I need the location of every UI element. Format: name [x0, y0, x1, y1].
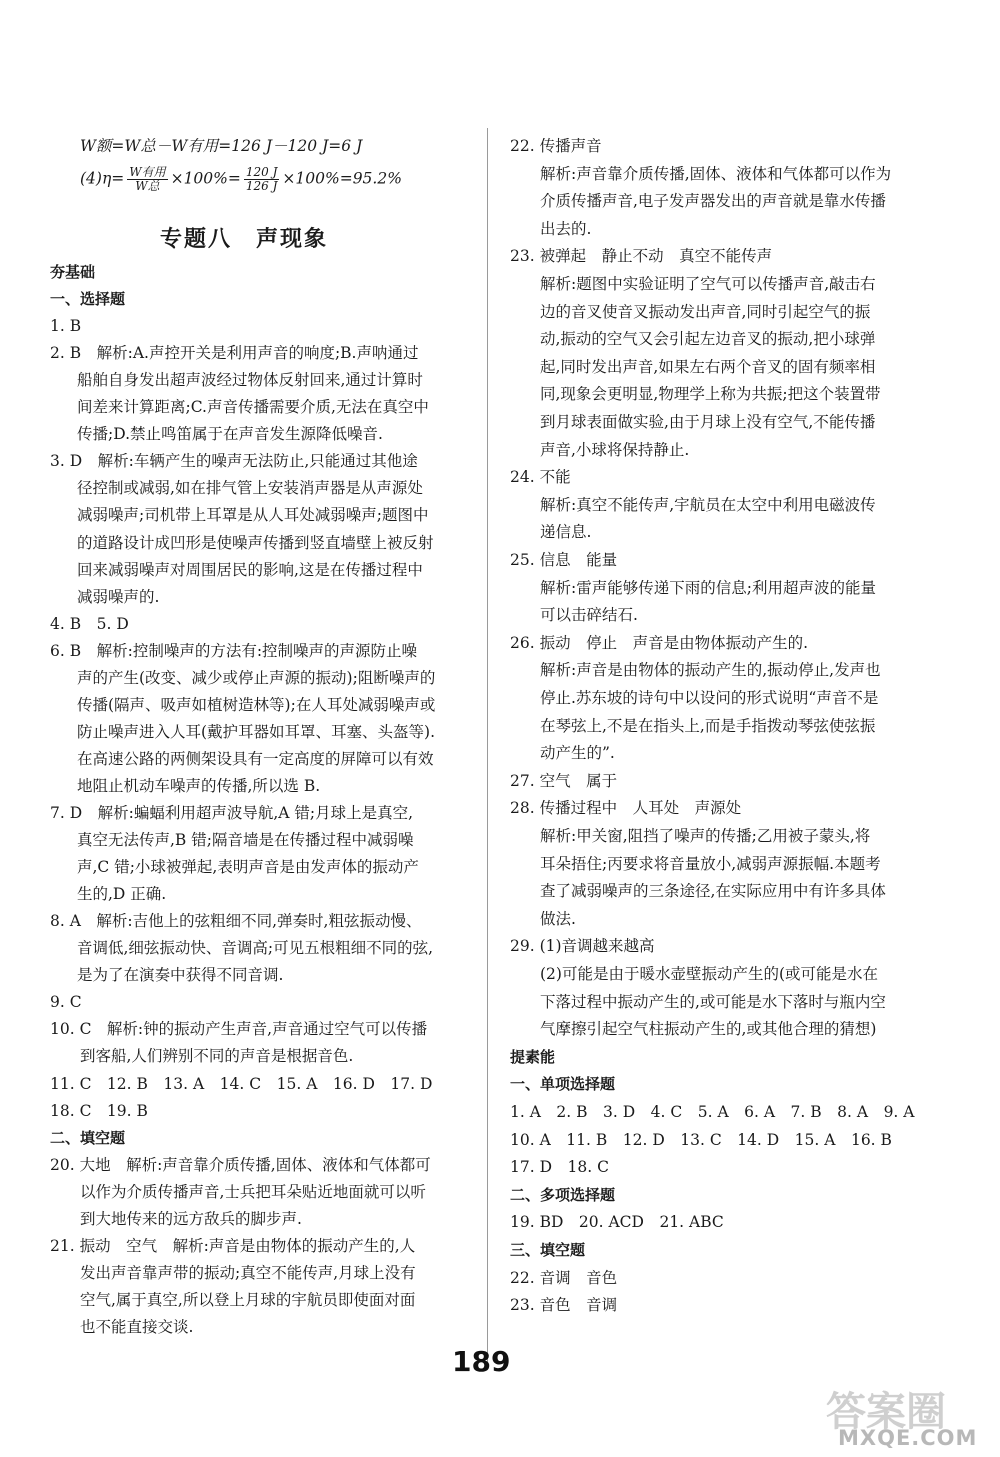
answer-line: 26. 振动 停止 声音是由物体振动产生的.	[510, 633, 809, 652]
answer-line: 音调低,细弦振动快、音调高;可见五根粗细不同的弦,	[77, 939, 434, 958]
answer-line: 出去的.	[540, 219, 592, 238]
answer-line: 可以击碎结石.	[540, 606, 638, 625]
section-heading: 夯基础	[50, 263, 96, 281]
answer-line: 3. D 解析:车辆产生的噪声无法防止,只能通过其他途	[50, 452, 418, 471]
answer-line: 解析:声音是由物体的振动产生的,振动停止,发声也	[540, 661, 881, 680]
answer-line: 以作为介质传播声音,士兵把耳朵贴近地面就可以听	[80, 1182, 426, 1201]
answer-line: 间差来计算距离;C.声音传播需要介质,无法在真空中	[77, 398, 429, 417]
answer-line: 28. 传播过程中 人耳处 声源处	[510, 799, 742, 818]
section-heading: 提素能	[510, 1047, 556, 1066]
fraction-numerator: W有用	[129, 165, 166, 179]
eta-mid: ×100%=	[170, 169, 241, 188]
answer-line: 解析:雷声能够传递下雨的信息;利用超声波的能量	[540, 578, 876, 597]
section-heading: 三、填空题	[510, 1241, 586, 1259]
answer-line: 23. 音色 音调	[510, 1296, 618, 1315]
eta-result: ×100%=95.2%	[282, 169, 402, 188]
answer-line: 23. 被弹起 静止不动 真空不能传声	[510, 247, 773, 266]
watermark-logo: 答案圈	[826, 1389, 946, 1435]
answer-line: 停止.苏东坡的诗句中以设问的形式说明“声音不是	[540, 689, 879, 707]
answer-line: 声,C 错;小球被弹起,表明声音是由发声体的振动产	[77, 858, 419, 877]
answer-line: 在高速公路的两侧架设具有一定高度的屏障可以有效	[77, 749, 434, 768]
fraction-useful-total	[127, 166, 167, 193]
answer-line: 径控制或减弱,如在排气管上安装消声器是从声源处	[77, 479, 423, 498]
answer-line: 下落过程中振动产生的,或可能是水下落时与瓶内空	[540, 992, 886, 1011]
answer-line: 减弱噪声的.	[77, 587, 160, 606]
efficiency-formula	[80, 166, 402, 193]
eta-prefix: (4)η=	[80, 169, 125, 188]
answer-line: 到月球表面做实验,由于月球上没有空气,不能传播	[540, 413, 876, 431]
answer-line: 到客船,人们辨别不同的声音是根据音色.	[80, 1047, 354, 1066]
answer-line: 解析:甲关窗,阻挡了噪声的传播;乙用被子蒙头,将	[540, 827, 871, 845]
answer-line: 27. 空气 属于	[510, 771, 618, 790]
answer-line: 防止噪声进入人耳(戴护耳器如耳罩、耳塞、头盔等).	[77, 722, 436, 741]
answer-line: 到大地传来的远方敌兵的脚步声.	[80, 1209, 302, 1228]
answer-line: 船舶自身发出超声波经过物体反射回来,通过计算时	[77, 371, 423, 390]
answer-line: 同,现象会更明显,物理学上称为共振;把这个装置带	[540, 385, 881, 404]
answer-line: 19. BD 20. ACD 21. ABC	[510, 1213, 724, 1232]
answer-line: 10. C 解析:钟的振动产生声音,声音通过空气可以传播	[50, 1020, 428, 1039]
answer-line: 耳朵捂住;丙要求将音量放小,减弱声源振幅.本题考	[540, 854, 881, 873]
answer-line: 解析:声音靠介质传播,固体、液体和气体都可以作为	[540, 164, 892, 183]
answer-line: 空气,属于真空,所以登上月球的宇航员即使面对面	[80, 1290, 416, 1309]
column-divider	[487, 128, 488, 1368]
answer-line: 22. 音调 音色	[510, 1268, 618, 1287]
section-heading: 一、选择题	[50, 290, 126, 309]
answer-line: 17. D 18. C	[510, 1158, 609, 1177]
answer-line: 动,振动的空气又会引起左边音叉的振动,把小球弹	[540, 330, 876, 349]
section-heading: 二、多项选择题	[510, 1185, 616, 1204]
answer-line: 22. 传播声音	[510, 137, 602, 155]
section-heading: 一、单项选择题	[510, 1075, 616, 1094]
fraction-values	[244, 166, 280, 193]
answer-line: 减弱噪声;司机带上耳罩是从人耳处减弱噪声;题图中	[77, 506, 429, 525]
answer-line: 7. D 解析:蝙蝠利用超声波导航,A 错;月球上是真空,	[50, 804, 414, 822]
answer-line: 1. B	[50, 317, 82, 336]
answer-line: 递信息.	[540, 523, 592, 542]
answer-line: 20. 大地 解析:声音靠介质传播,固体、液体和气体都可	[50, 1155, 431, 1174]
fraction-denominator: W总	[135, 179, 160, 193]
answer-line: 24. 不能	[510, 468, 571, 487]
answer-line: 查了减弱噪声的三条途径,在实际应用中有许多具体	[540, 882, 886, 901]
answer-line: 25. 信息 能量	[510, 551, 618, 569]
answer-line: 解析:题图中实验证明了空气可以传播声音,敲击右	[540, 275, 876, 293]
answer-line: 介质传播声音,电子发声器发出的声音就是靠水传播	[540, 192, 886, 211]
answer-line: 地阻止机动车噪声的传播,所以选 B.	[77, 776, 321, 795]
section-title: 专题八 声现象	[160, 226, 329, 252]
answer-line: 2. B 解析:A.声控开关是利用声音的响度;B.声呐通过	[50, 344, 419, 363]
answer-line: 1. A 2. B 3. D 4. C 5. A 6. A 7. B 8. A 9. A	[510, 1103, 915, 1121]
answer-line: 声音,小球将保持静止.	[540, 440, 690, 459]
answer-line: 传播(隔声、吸声如植树造林等);在人耳处减弱噪声或	[77, 695, 436, 714]
answer-line: 18. C 19. B	[50, 1101, 148, 1120]
watermark-url: MXQE.COM	[838, 1426, 978, 1450]
answer-line: 6. B 解析:控制噪声的方法有:控制噪声的声源防止噪	[50, 641, 418, 660]
answer-line: 解析:真空不能传声,宇航员在太空中利用电磁波传	[540, 495, 876, 514]
answer-line: 起,同时发出声音,如果左右两个音叉的固有频率相	[540, 357, 876, 376]
extra-work-formula: W额=W总－W有用=126 J－120 J=6 J	[80, 137, 363, 155]
answer-line: 11. C 12. B 13. A 14. C 15. A 16. D 17. D	[50, 1074, 433, 1093]
answer-line: 声的产生(改变、减少或停止声源的振动);阻断噪声的	[77, 668, 436, 687]
answer-line: 8. A 解析:吉他上的弦粗细不同,弹奏时,粗弦振动慢、	[50, 912, 422, 931]
answer-line: 气摩擦引起空气柱振动产生的,或其他合理的猜想)	[540, 1020, 877, 1039]
answer-line: 29. (1)音调越来越高	[510, 937, 655, 956]
section-heading: 二、填空题	[50, 1128, 126, 1147]
answer-line: 是为了在演奏中获得不同音调.	[77, 966, 284, 985]
answer-line: 边的音叉使音叉振动发出声音,同时引起空气的振	[540, 302, 871, 321]
answer-line: 发出声音靠声带的振动;真空不能传声,月球上没有	[80, 1263, 416, 1282]
answer-line: 的道路设计成凹形是使噪声传播到竖直墙壁上被反射	[77, 533, 434, 552]
answer-line: 4. B 5. D	[50, 614, 129, 633]
answer-line: 真空无法传声,B 错;隔音墙是在传播过程中减弱噪	[77, 831, 414, 850]
answer-line: 9. C	[50, 993, 82, 1012]
answer-line: (2)可能是由于暖水壶壁振动产生的(或可能是水在	[540, 965, 879, 983]
page-number: 189	[452, 1345, 511, 1378]
answer-line: 动产生的”.	[540, 744, 615, 763]
answer-line: 在琴弦上,不是在指头上,而是手指拨动琴弦使弦振	[540, 716, 876, 735]
answer-line: 10. A 11. B 12. D 13. C 14. D 15. A 16. B	[510, 1130, 892, 1149]
fraction-numerator: 120 J	[245, 165, 278, 179]
answer-line: 传播;D.禁止鸣笛属于在声音发生源降低噪音.	[77, 425, 383, 444]
answer-line: 做法.	[540, 909, 576, 928]
answer-line: 生的,D 正确.	[77, 885, 167, 904]
fraction-denominator: 126 J	[245, 179, 278, 193]
answer-line: 21. 振动 空气 解析:声音是由物体的振动产生的,人	[50, 1236, 416, 1255]
answer-line: 也不能直接交谈.	[80, 1317, 194, 1336]
answer-line: 回来减弱噪声对周围居民的影响,这是在传播过程中	[77, 560, 423, 579]
